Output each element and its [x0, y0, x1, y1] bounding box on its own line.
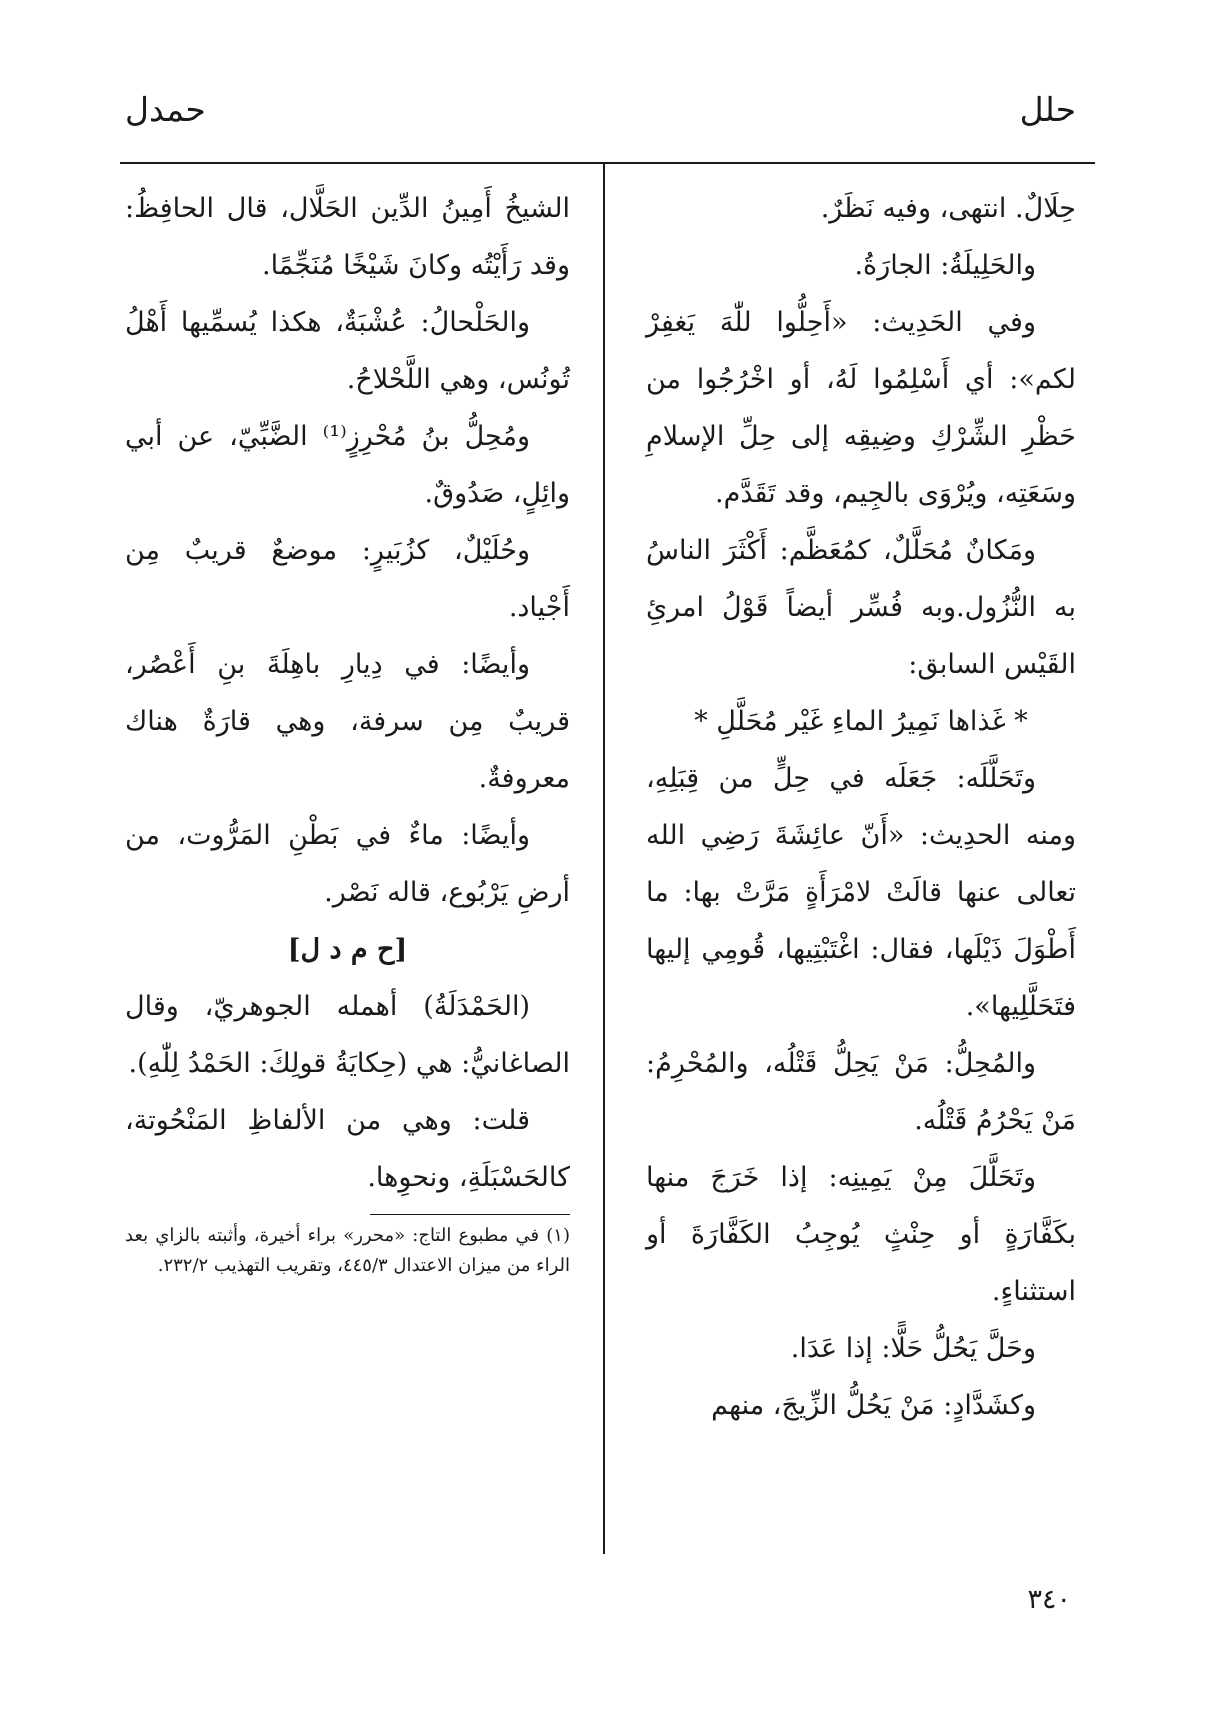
paragraph: وحُلَيْلٌ، كزُبَيرٍ: موضعٌ قريبٌ مِن أَجْياد.	[125, 535, 570, 623]
paragraph: قلت: وهي من الألفاظِ المَنْحُوتة، كالحَسْبَلَةِ، ونحوِها.	[125, 1105, 570, 1193]
paragraph: وفي الحَدِيث: «أَحِلُّوا للّٰهَ يَغفِرْ لكم»: أي أَسْلِمُوا لَهُ، أو اخْرُجُوا من حَظْرِ الشِّرْكِ وضِيقِه إلى حِلِّ الإسلامِ وسَعَتِه، ويُرْوَى بالجِيم، وقد تَقَدَّم.	[646, 307, 1076, 509]
paragraph: الشيخُ أَمِينُ الدِّين الحَلَّال، قال الحافِظُ: وقد رَأَيْتُه وكانَ شَيْخًا مُنَجِّمًا.	[125, 193, 570, 281]
paragraph: وتَحَلَّلَه: جَعَلَه في حِلٍّ من قِبَلِهِ، ومنه الحدِيث: «أَنّ عائِشَةَ رَضِي الله تعالى عنها قالَتْ لامْرَأَةٍ مَرَّتْ بها: ما أَطْوَلَ ذَيْلَها، فقال: اغْتَبْتِيها، قُومِي إليها فتَحَلَّلِيها».	[646, 763, 1076, 1022]
paragraph: وأيضًا: ماءٌ في بَطْنِ المَرُّوت، من أرضِ يَرْبُوع، قاله نَصْر.	[125, 820, 570, 908]
footnote: (١) في مطبوع التاج: «محرر» براء أخيرة، وأثبته بالزاي بعد الراء من ميزان الاعتدال ٤٤٥/٣، وتقريب التهذيب ٢٣٢/٢.	[125, 1225, 570, 1276]
left-column	[125, 180, 570, 1281]
footnote-rule	[370, 1214, 570, 1215]
running-head-left: حمدل	[125, 90, 206, 129]
column-divider	[603, 164, 605, 1554]
running-head-right: حلل	[1019, 90, 1076, 129]
page-number: ٣٤٠	[1027, 1584, 1071, 1615]
paragraph: (الحَمْدَلَةُ) أهمله الجوهريّ، وقال الصاغانيُّ: هي (حِكايَةُ قولِكَ: الحَمْدُ لِلّٰهِ).	[125, 991, 570, 1079]
paragraph: وتَحَلَّلَ مِنْ يَمِينِه: إذا خَرَجَ منها بكَفَّارَةٍ أو حِنْثٍ يُوجِبُ الكَفَّارَةَ أو استثناءٍ.	[646, 1162, 1076, 1307]
right-column	[646, 180, 1076, 1434]
paragraph: وأيضًا: في دِيارِ باهِلَةَ بنِ أَعْصُر، قريبٌ مِن سرفة، وهي قارَةٌ هناك معروفةٌ.	[125, 649, 570, 794]
verse-line: * غَذاها نَمِيرُ الماءِ غَيْر مُحَلَّلِ *	[694, 706, 1028, 737]
paragraph: وحَلَّ يَحُلُّ حَلًّا: إذا عَدَا.	[790, 1333, 1036, 1364]
header-rule	[120, 162, 1095, 164]
paragraph: والحَلْحالُ: عُشْبَةٌ، هكذا يُسمِّيها أَهْلُ تُونُس، وهي اللَّحْلاحُ.	[125, 307, 570, 395]
entry-heading: [ح م د ل]	[287, 934, 408, 965]
paragraph: والمُحِلُّ: مَنْ يَحِلُّ قَتْلُه، والمُحْرِمُ: مَنْ يَحْرُمُ قَتْلُه.	[646, 1048, 1076, 1136]
paragraph: ومُحِلُّ بنُ مُحْرِزٍ⁽¹⁾ الضَّبِّيّ، عن أبي وائِلٍ، صَدُوقٌ.	[125, 421, 570, 509]
left-column-body	[125, 180, 570, 1206]
paragraph: ومَكانٌ مُحَلَّلٌ، كمُعَظَّم: أَكْثَرَ الناسُ به النُّزُول.وبه فُسِّر أيضاً قَوْلُ امرئِ القَيْس السابق:	[646, 535, 1076, 680]
paragraph: حِلَالٌ. انتهى، وفيه نَظَرٌ.	[820, 193, 1076, 224]
paragraph: وكشَدَّادٍ: مَنْ يَحُلُّ الزِّيجَ، منهم	[711, 1390, 1036, 1421]
paragraph: والحَلِيلَةُ: الجارَةُ.	[854, 250, 1036, 281]
